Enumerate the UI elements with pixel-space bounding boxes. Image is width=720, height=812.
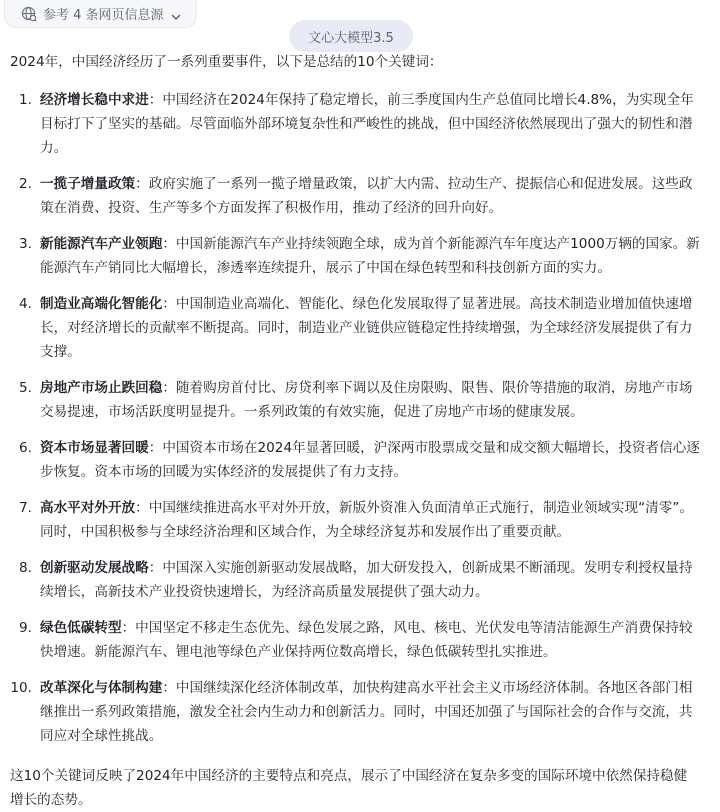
list-item — [10, 556, 700, 604]
item-title: 一揽子增量政策 — [40, 176, 136, 192]
list-item — [10, 676, 700, 748]
item-title: 房地产市场止跌回稳 — [40, 380, 163, 396]
list-item — [10, 496, 700, 544]
list-item — [10, 376, 700, 424]
item-text: ：政府实施了一系列一揽子增量政策，以扩大内需、拉动生产、提振信心和促进发展。这些政策在消费、投资、生产等多个方面发挥了积极作用，推动了经济的回升向好。 — [40, 176, 693, 216]
item-text: ：中国资本市场在2024年显著回暖，沪深两市股票成交量和成交额大幅增长，投资者信心逐步恢复。资本市场的回暖为实体经济的发展提供了有力支持。 — [40, 440, 700, 480]
item-title: 制造业高端化智能化 — [40, 296, 163, 312]
item-title: 高水平对外开放 — [40, 500, 136, 516]
item-text: ：中国经济在2024年保持了稳定增长，前三季度国内生产总值同比增长4.8%，为实现全年目标打下了坚实的基础。尽管面临外部环境复杂性和严峻性的挑战，但中国经济依然展现出了强大的韧性和潜力。 — [40, 92, 694, 156]
list-item — [10, 88, 700, 160]
answer-summary: 这10个关键词反映了2024年中国经济的主要特点和亮点，展示了中国经济在复杂多变的国际环境中依然保持稳健增长的态势。 — [10, 768, 688, 808]
list-item — [10, 292, 700, 364]
item-text: ：中国坚定不移走生态优先、绿色发展之路，风电、核电、光伏发电等清洁能源生产消费保持较快增速。新能源汽车、锂电池等绿色产业保持两位数高增长，绿色低碳转型扎实推进。 — [40, 620, 693, 660]
item-number: 5. — [19, 380, 32, 396]
globe-icon — [21, 6, 37, 22]
item-title: 经济增长稳中求进 — [40, 92, 149, 108]
keyword-list — [10, 88, 700, 748]
item-text: ：中国继续推进高水平对外开放，新版外资准入负面清单正式施行，制造业领域实现“清零”。同时，中国积极参与全球经济治理和区域合作，为全球经济复苏和发展作出了重要贡献。 — [40, 500, 693, 540]
item-number: 2. — [19, 176, 32, 192]
item-title: 新能源汽车产业领跑 — [40, 236, 163, 252]
item-number: 6. — [19, 440, 32, 456]
answer-intro: 2024年，中国经济经历了一系列重要事件，以下是总结的10个关键词： — [10, 54, 443, 70]
item-title: 资本市场显著回暖 — [40, 440, 149, 456]
list-item — [10, 436, 700, 484]
item-number: 7. — [19, 500, 32, 516]
item-text: ：中国深入实施创新驱动发展战略，加大研发投入，创新成果不断涌现。发明专利授权量持续增长，高新技术产业投资快速增长，为经济高质量发展提供了强大动力。 — [40, 560, 693, 600]
item-number: 1. — [19, 92, 32, 108]
item-title: 绿色低碳转型 — [40, 620, 122, 636]
item-title: 改革深化与体制构建 — [40, 680, 163, 696]
item-text: ：中国制造业高端化、智能化、绿色化发展取得了显著进展。高技术制造业增加值快速增长，对经济增长的贡献率不断提高。同时，制造业产业链供应链稳定性持续增强，为全球经济发展提供了有力支撑。 — [40, 296, 693, 360]
item-title: 创新驱动发展战略 — [40, 560, 149, 576]
item-number: 9. — [19, 620, 32, 636]
list-item — [10, 616, 700, 664]
sources-toggle[interactable] — [4, 0, 197, 28]
item-number: 8. — [19, 560, 32, 576]
sources-label: 参考 4 条网页信息源 — [43, 8, 164, 23]
model-badge: 文心大模型3.5 — [289, 20, 413, 52]
list-item — [10, 232, 700, 280]
item-number: 4. — [19, 296, 32, 312]
item-number: 3. — [19, 236, 32, 252]
item-text: ：随着购房首付比、房贷利率下调以及住房限购、限售、限价等措施的取消，房地产市场交易提速，市场活跃度明显提升。一系列政策的有效实施，促进了房地产市场的健康发展。 — [40, 380, 693, 420]
list-item — [10, 172, 700, 220]
item-number: 10. — [10, 680, 32, 696]
chevron-down-icon — [170, 8, 182, 20]
item-text: ：中国新能源汽车产业持续领跑全球，成为首个新能源汽车年度达产1000万辆的国家。新能源汽车产销同比大幅增长，渗透率连续提升，展示了中国在绿色转型和科技创新方面的实力。 — [40, 236, 700, 276]
item-text: ：中国继续深化经济体制改革，加快构建高水平社会主义市场经济体制。各地区各部门相继推出一系列政策措施，激发全社会内生动力和创新活力。同时，中国还加强了与国际社会的合作与交流，共同应对全球性挑战。 — [40, 680, 693, 744]
answer-content — [10, 50, 700, 812]
